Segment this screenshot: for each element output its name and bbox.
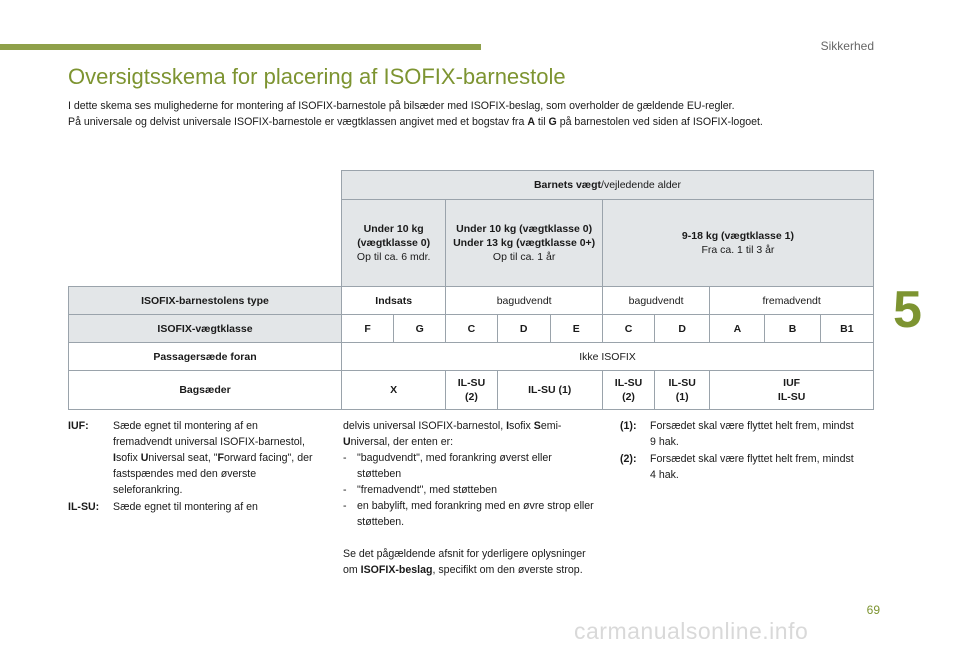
desc-bold: ISOFIX-beslag <box>360 564 433 576</box>
desc-part: emi- <box>540 420 562 432</box>
definition-desc <box>113 418 313 498</box>
group-0-header <box>341 200 445 287</box>
group-age: Op til ca. 6 mdr. <box>356 251 431 263</box>
section-title: Sikkerhed <box>820 39 874 53</box>
table-cell: F <box>341 315 393 343</box>
table-cell: IL-SU (1) <box>497 371 602 410</box>
table-blank-cell <box>69 171 342 200</box>
definition-desc: Sæde egnet til montering af en <box>113 501 258 513</box>
definition-ilsu <box>68 499 313 515</box>
ilsu-continued <box>343 418 598 450</box>
notes-column-3 <box>620 418 860 484</box>
row-label: ISOFIX-barnestolens type <box>69 287 342 315</box>
footnote-desc: Forsædet skal være flyttet helt frem, mindst 9 hak. <box>650 420 854 448</box>
cell-line: IL-SU <box>668 377 696 389</box>
header-accent-bar <box>0 44 481 50</box>
footnote-2 <box>620 451 860 483</box>
table-cell <box>710 371 874 410</box>
cell-line: IUF <box>783 377 801 389</box>
cell-line: IL-SU <box>777 391 806 403</box>
intro-text-part: på barnestolen ved siden af ISOFIX-logoet. <box>556 116 763 128</box>
intro-letter-a: A <box>527 116 535 128</box>
table-cell <box>602 371 654 410</box>
table-row <box>69 371 874 410</box>
group-age: Op til ca. 1 år <box>492 251 556 263</box>
footnote-term: (2): <box>620 453 637 465</box>
intro-letter-g: G <box>548 116 557 128</box>
page-number: 69 <box>866 603 880 617</box>
table-row <box>69 343 874 371</box>
weight-header-rest: /vejledende alder <box>601 179 682 191</box>
desc-part: Se det pågældende afsnit for yderligere oplysninger om <box>343 548 586 576</box>
table-cell: D <box>655 315 710 343</box>
list-item-text: en babylift, med forankring med en øvre strop eller støtteben. <box>357 500 594 528</box>
table-cell: C <box>446 315 497 343</box>
dash-marker: - <box>343 452 347 464</box>
table-cell: X <box>341 371 445 410</box>
desc-bold-letter: U <box>140 452 149 464</box>
intro-line-1: I dette skema ses mulighederne for montering af ISOFIX-barnestole på bilsæder med ISOFIX-beslag, som overholder de gældende EU-regler. <box>68 100 735 112</box>
table-cell: bagudvendt <box>446 287 603 315</box>
footnote-term: (1): <box>620 420 637 432</box>
cell-line: IL-SU <box>457 377 486 389</box>
table-cell: E <box>550 315 602 343</box>
definition-term: IUF: <box>68 420 89 432</box>
desc-part: , specifikt om den øverste strop. <box>432 564 583 576</box>
see-also-text <box>343 546 598 578</box>
list-item <box>343 482 598 498</box>
footnote-1 <box>620 418 860 450</box>
group-age: Fra ca. 1 til 3 år <box>701 244 775 256</box>
watermark: carmanualsonline.info <box>574 618 809 644</box>
table-cell: bagudvendt <box>602 287 709 315</box>
chapter-number: 5 <box>893 281 922 339</box>
group-title: Under 13 kg (vægtklasse 0+) <box>453 237 596 249</box>
dash-marker: - <box>343 484 347 496</box>
group-title: 9-18 kg (vægtklasse 1) <box>681 230 794 242</box>
desc-part: sofix <box>509 420 534 432</box>
notes-column-2 <box>343 418 598 578</box>
table-cell: C <box>602 315 654 343</box>
desc-bold-letter: S <box>533 420 541 432</box>
footnote-desc: Forsædet skal være flyttet helt frem, mindst 4 hak. <box>650 453 854 481</box>
table-cell: D <box>497 315 550 343</box>
table-row <box>69 315 874 343</box>
desc-part: Sæde egnet til montering af en fremadvendt universal ISOFIX-barnestol, <box>113 420 305 448</box>
isofix-table <box>68 170 874 410</box>
desc-part: niversal, der enten er: <box>350 436 454 448</box>
intro-text-part: På universale og delvist universale ISOFIX-barnestole er vægtklassen angivet med et bogstav fra <box>68 116 528 128</box>
group-title: Under 10 kg (vægtklasse 0) <box>357 223 431 249</box>
cell-line: (1) <box>675 391 689 403</box>
page-title: Oversigtsskema for placering af ISOFIX-barnestole <box>68 64 566 89</box>
desc-part: niversal seat, " <box>148 452 218 464</box>
row-label: Bagsæder <box>69 371 342 410</box>
table-cell: A <box>710 315 765 343</box>
dash-marker: - <box>343 500 347 512</box>
desc-bold-letter: I <box>506 420 510 432</box>
spacer <box>343 530 598 546</box>
desc-part: delvis universal ISOFIX-barnestol, <box>343 420 507 432</box>
table-row <box>69 200 874 287</box>
desc-part: orward facing", der fastspændes med den øverste seleforankring. <box>113 452 313 496</box>
intro-line-2 <box>68 114 878 130</box>
table-cell: Indsats <box>341 287 445 315</box>
table-cell: Ikke ISOFIX <box>341 343 873 371</box>
intro-text-part: til <box>534 116 549 128</box>
list-item <box>343 498 598 530</box>
group-title: Under 10 kg (vægtklasse 0) <box>456 223 593 235</box>
list-item <box>343 450 598 482</box>
table-cell: G <box>394 315 446 343</box>
table-cell <box>655 371 710 410</box>
group-2-header <box>602 200 873 287</box>
desc-part: sofix <box>115 452 141 464</box>
notes-column-1 <box>68 418 313 516</box>
table-cell: fremadvendt <box>710 287 874 315</box>
list-item-text: "fremadvendt", med støtteben <box>357 484 498 496</box>
table-blank-cell <box>69 200 342 287</box>
cell-line: (2) <box>622 391 635 403</box>
row-label: Passagersæde foran <box>69 343 342 371</box>
table-cell <box>446 371 497 410</box>
table-cell: B1 <box>820 315 873 343</box>
desc-bold-letter: U <box>343 436 351 448</box>
table-cell: B <box>765 315 820 343</box>
list-item-text: "bagudvendt", med forankring øverst eller støtteben <box>357 452 552 480</box>
weight-header <box>341 171 873 200</box>
row-label: ISOFIX-vægtklasse <box>69 315 342 343</box>
table-row <box>69 171 874 200</box>
cell-line: IL-SU <box>614 377 643 389</box>
group-1-header <box>446 200 603 287</box>
desc-bold-letter: F <box>217 452 224 464</box>
weight-header-bold: Barnets vægt <box>533 179 602 191</box>
table-row <box>69 287 874 315</box>
intro-text <box>68 98 878 130</box>
definition-iuf <box>68 418 313 498</box>
cell-line: (2) <box>465 391 478 403</box>
definition-term: IL-SU: <box>68 501 100 513</box>
desc-bold-letter: I <box>113 452 116 464</box>
